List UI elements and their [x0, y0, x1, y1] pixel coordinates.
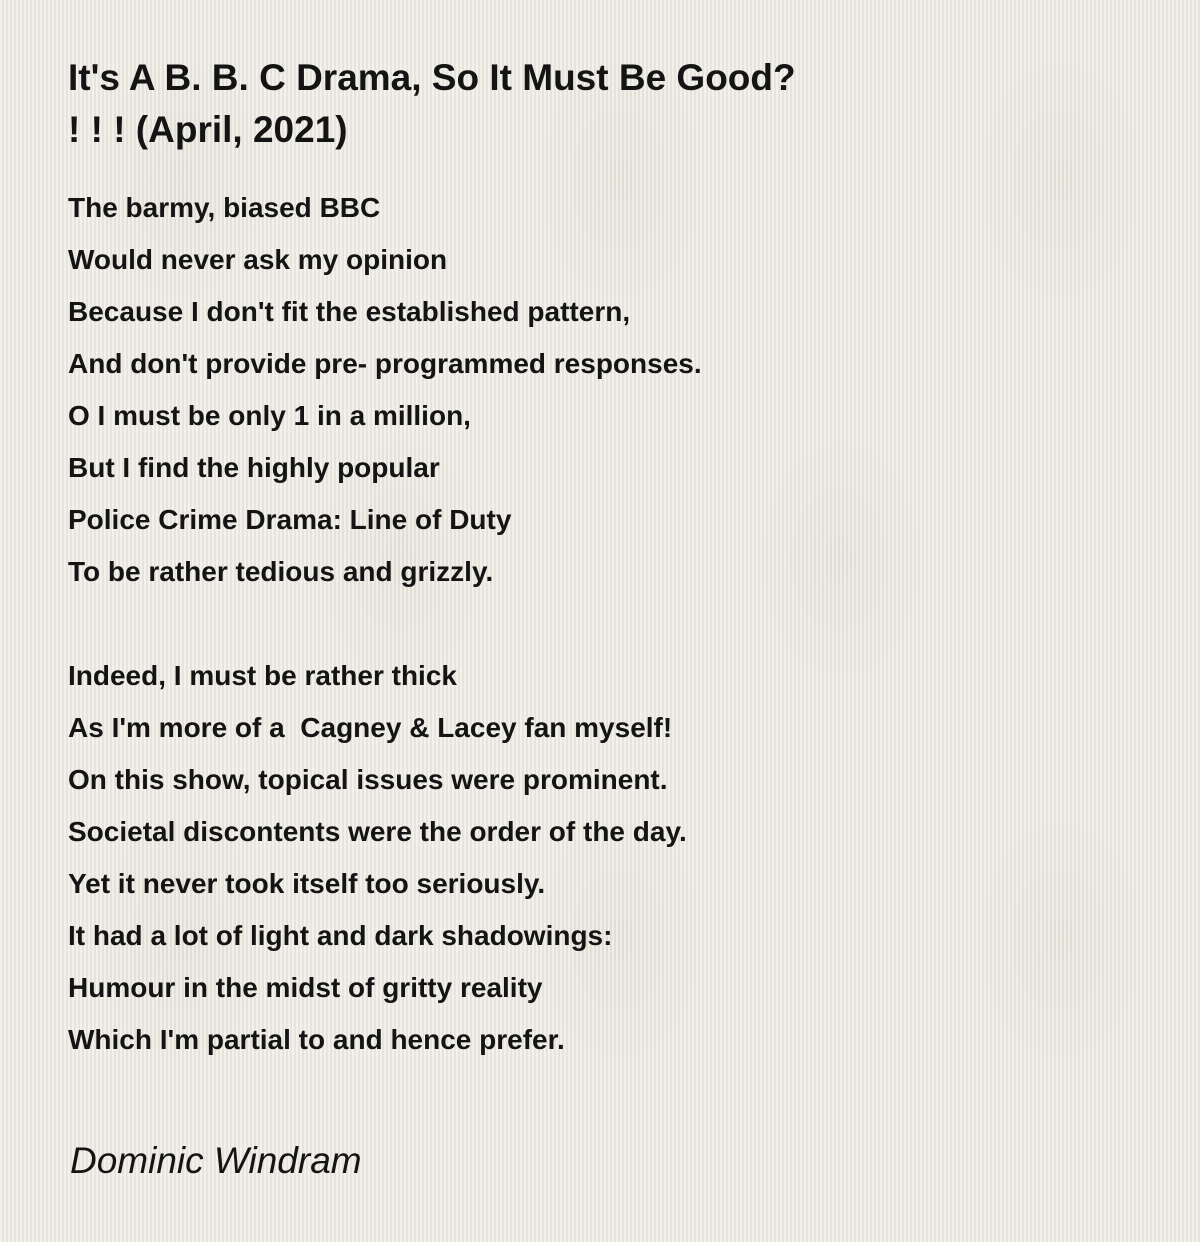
poem-container	[68, 52, 1148, 1118]
poem-line: To be rather tedious and grizzly.	[68, 556, 494, 587]
poem-line: Because I don't fit the established pattern,	[68, 296, 631, 327]
poem-body	[68, 182, 1148, 1066]
poem-line: Societal discontents were the order of the day.	[68, 816, 687, 847]
poem-line: But I find the highly popular	[68, 452, 440, 483]
stanza-2	[68, 650, 1148, 1066]
poem-line: Which I'm partial to and hence prefer.	[68, 1024, 565, 1055]
poem-author: Dominic Windram	[70, 1140, 362, 1181]
poem-line: Would never ask my opinion	[68, 244, 448, 275]
poem-line: It had a lot of light and dark shadowings:	[68, 920, 613, 951]
poem-line: On this show, topical issues were prominent.	[68, 764, 668, 795]
poem-line: O I must be only 1 in a million,	[68, 400, 471, 431]
poem-title-line-2: ! ! ! (April, 2021)	[68, 109, 348, 150]
poem-line: Police Crime Drama: Line of Duty	[68, 504, 512, 535]
poem-line: And don't provide pre- programmed responses.	[68, 348, 702, 379]
poem-line: As I'm more of a Cagney & Lacey fan myself!	[68, 712, 673, 743]
poem-line: Yet it never took itself too seriously.	[68, 868, 546, 899]
poem-title	[68, 52, 948, 156]
stanza-1	[68, 182, 1148, 598]
poem-title-line-1: It's A B. B. C Drama, So It Must Be Good?	[68, 57, 796, 98]
poem-line: Indeed, I must be rather thick	[68, 660, 457, 691]
poem-line: Humour in the midst of gritty reality	[68, 972, 543, 1003]
poem-line: The barmy, biased BBC	[68, 192, 381, 223]
